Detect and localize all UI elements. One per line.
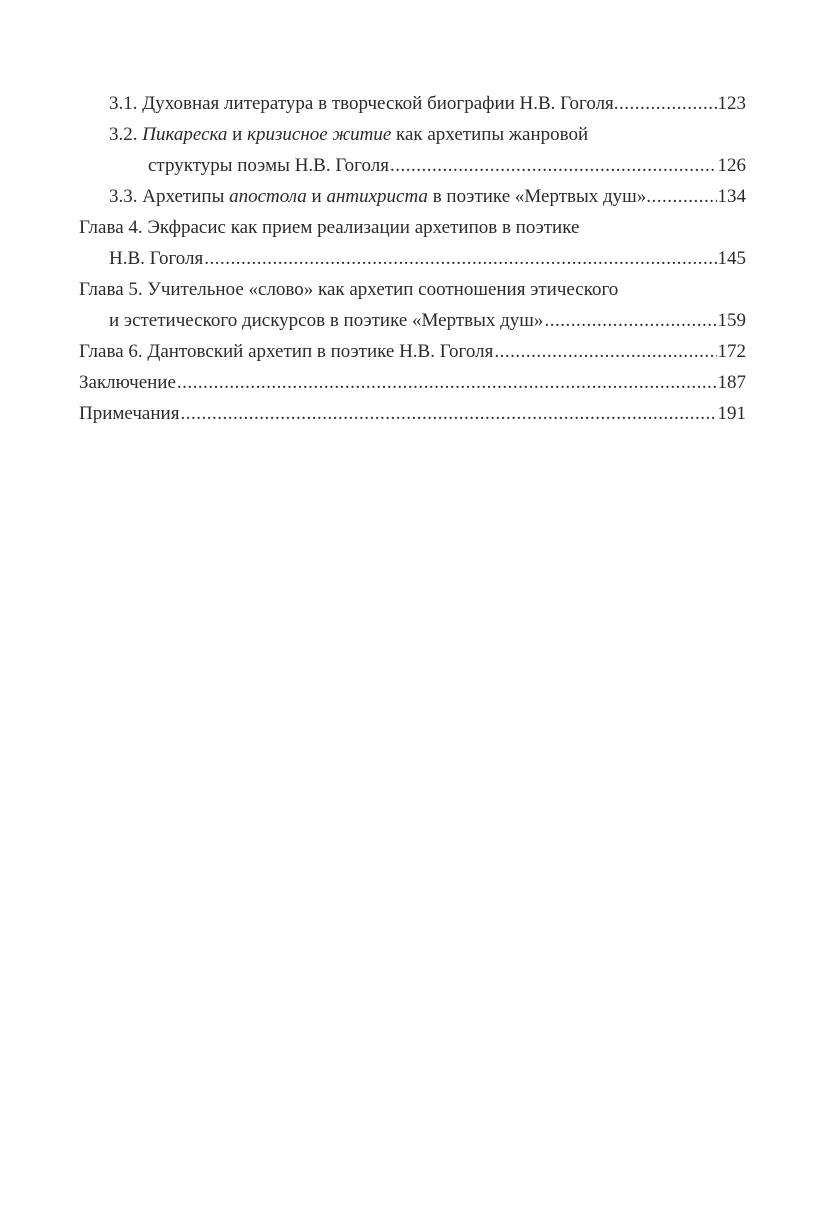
table-of-contents (79, 88, 746, 429)
toc-entry-3-3 (79, 181, 746, 212)
toc-entry-3-1 (79, 88, 746, 119)
toc-page-number: 134 (717, 186, 746, 207)
toc-notes (79, 398, 746, 429)
toc-page-number: 159 (717, 310, 746, 331)
toc-page-number: 191 (717, 403, 746, 424)
toc-entry-italic-term: Пикареска (142, 124, 228, 145)
toc-entry-3-2-continuation (79, 150, 746, 181)
dot-leader (494, 336, 716, 367)
toc-page-number: 123 (717, 93, 746, 114)
toc-entry-title: как архетипы жанровой (391, 124, 589, 145)
toc-chapter-6 (79, 336, 746, 367)
toc-conclusion (79, 367, 746, 398)
toc-entry-3-2 (79, 119, 746, 150)
toc-entry-title: 3.1. Духовная литература в творческой биографии Н.В. Гоголя (109, 93, 614, 114)
toc-entry-conjunction: и (306, 186, 327, 207)
toc-entry-title: Заключение (79, 372, 176, 393)
toc-entry-conjunction: и (227, 124, 248, 145)
toc-chapter-5-continuation (79, 305, 746, 336)
dot-leader (646, 181, 716, 212)
toc-chapter-4-continuation (79, 243, 746, 274)
toc-entry-title: Глава 5. Учительное «слово» как архетип соотношения этического (79, 279, 619, 300)
toc-page-number: 126 (717, 155, 746, 176)
toc-chapter-5 (79, 274, 746, 305)
toc-chapter-4 (79, 212, 746, 243)
toc-entry-title: Примечания (79, 403, 180, 424)
toc-entry-title-rest: в поэтике «Мертвых душ» (427, 186, 647, 207)
toc-entry-title: Глава 6. Дантовский архетип в поэтике Н.В. Гоголя (79, 341, 494, 362)
toc-entry-number: 3.3. Архетипы (109, 186, 230, 207)
dot-leader (614, 88, 717, 119)
toc-entry-italic-term: антихриста (326, 186, 428, 207)
dot-leader (390, 150, 717, 181)
toc-entry-number: 3.2. (109, 124, 143, 145)
dot-leader (204, 243, 716, 274)
toc-entry-italic-term: кризисное житие (247, 124, 392, 145)
dot-leader (180, 398, 716, 429)
toc-entry-title: структуры поэмы Н.В. Гоголя (148, 155, 389, 176)
toc-entry-title: Глава 4. Экфрасис как прием реализации архетипов в поэтике (79, 217, 580, 238)
toc-page-number: 145 (717, 248, 746, 269)
toc-entry-italic-term: апостола (229, 186, 307, 207)
toc-entry-title (109, 181, 646, 212)
toc-entry-title: и эстетического дискурсов в поэтике «Мертвых душ» (109, 310, 544, 331)
toc-page-number: 187 (717, 372, 746, 393)
dot-leader (177, 367, 717, 398)
toc-entry-title: Н.В. Гоголя (109, 248, 204, 269)
toc-page-number: 172 (717, 341, 746, 362)
dot-leader (544, 305, 716, 336)
